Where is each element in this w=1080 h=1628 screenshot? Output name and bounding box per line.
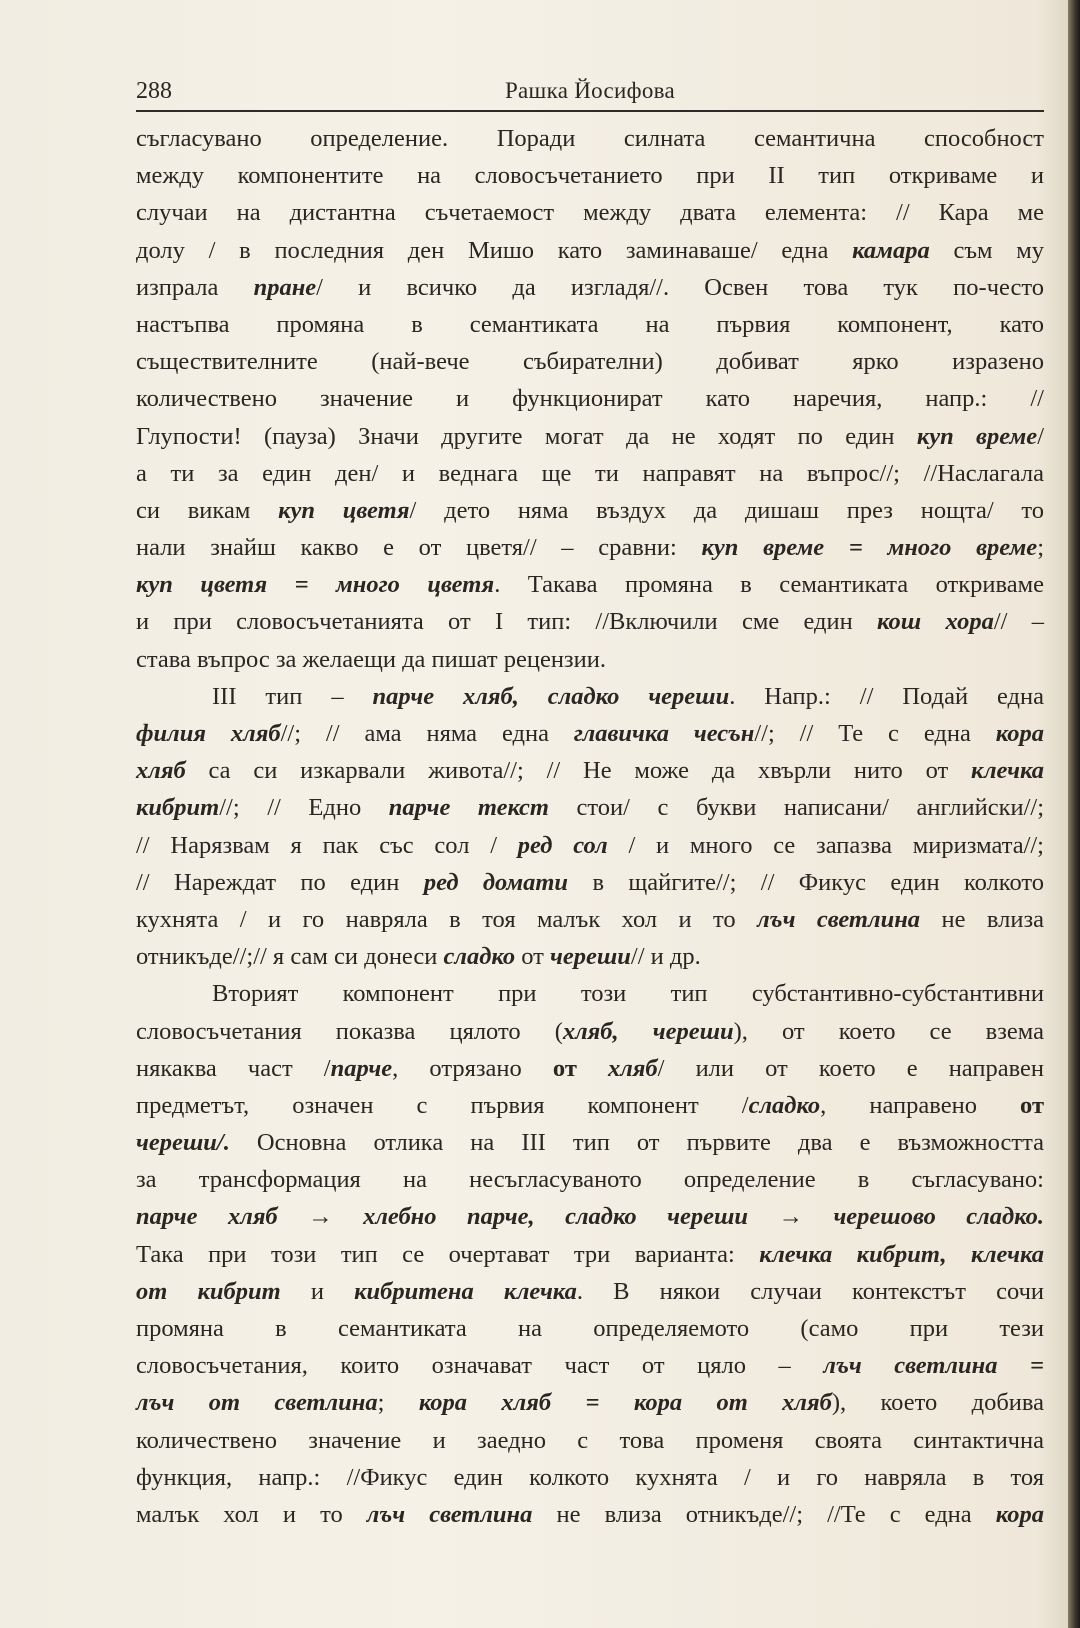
text-line	[136, 752, 1044, 789]
text-line	[136, 1384, 1044, 1421]
italic-phrase: клечка кибрит, клечка	[759, 1240, 1044, 1268]
text-run: не влиза отникъде//; //Те с една	[532, 1500, 996, 1528]
text-run: Вторият компонент при този тип субстантивно-субстантивни	[212, 980, 1044, 1008]
text-run: ), от което се взема	[733, 1017, 1044, 1045]
text-line	[136, 1310, 1044, 1347]
italic-phrase: ред сол	[517, 831, 608, 859]
text-run: III тип –	[212, 682, 373, 710]
text-line	[136, 120, 1044, 157]
italic-phrase: лъч от светлина	[136, 1389, 378, 1417]
text-line	[136, 1422, 1044, 1459]
text-line	[136, 566, 1044, 603]
text-line	[136, 938, 1044, 975]
text-run: . В някои случаи контекстът сочи	[576, 1277, 1044, 1305]
text-run: ;	[377, 1389, 419, 1417]
text-run: съгласувано определение. Поради силната семантична способност	[136, 125, 1044, 152]
text-line	[136, 492, 1044, 529]
text-line	[136, 1459, 1044, 1496]
text-run: предметът, означен с първия компонент /	[136, 1091, 749, 1119]
text-run: изпрала	[136, 273, 254, 301]
text-run: и при словосъчетанията от I тип: //Включили сме един	[136, 608, 878, 636]
italic-phrase: парче хляб → хлебно парче, сладко череши → черешово сладко.	[136, 1203, 1044, 1231]
italic-phrase: главичка чесън	[573, 720, 755, 747]
text-run: промяна в семантиката на определяемото (само при тези	[136, 1315, 1044, 1342]
text-run: малък хол и то	[136, 1500, 367, 1528]
text-run: // Нареждат по един	[136, 868, 424, 896]
text-line	[136, 306, 1044, 343]
italic-phrase: хляб	[136, 757, 186, 785]
italic-phrase: череши/.	[136, 1129, 230, 1157]
italic-phrase: сладко	[748, 1091, 821, 1119]
text-line	[136, 975, 1044, 1012]
italic-phrase: хляб	[607, 1054, 658, 1082]
italic-phrase: камара	[852, 236, 930, 264]
page-header	[136, 78, 1044, 112]
text-line	[136, 380, 1044, 417]
text-run: съществителните (най-вече събирателни) добиват ярко изразено	[136, 348, 1044, 376]
bold-word: от	[1020, 1091, 1044, 1119]
text-run: Основна отлика на III тип от първите два е възможността	[229, 1129, 1044, 1157]
text-run: //; // ама няма една	[280, 720, 574, 747]
text-line	[136, 232, 1044, 269]
italic-phrase: филия хляб	[136, 720, 281, 747]
bold-word: от	[552, 1054, 577, 1082]
text-run: Така при този тип се очертават три варианта:	[136, 1240, 760, 1268]
text-run: , отрязано	[392, 1054, 553, 1082]
text-line	[136, 1236, 1044, 1273]
text-line	[136, 1161, 1044, 1198]
text-line	[136, 269, 1044, 306]
text-run: / и всичко да изгладя//. Освен това тук по-често	[316, 273, 1045, 301]
italic-phrase: кора	[995, 1500, 1044, 1528]
text-line	[136, 1198, 1044, 1235]
text-run: , направено	[820, 1091, 1021, 1119]
text-run: между компонентите на словосъчетанието при II тип откриваме и	[136, 162, 1044, 190]
text-run: не влиза	[920, 905, 1044, 933]
text-run: // и др.	[630, 943, 701, 971]
text-line	[136, 827, 1044, 864]
italic-phrase: кора	[995, 720, 1044, 747]
text-run: някаква част /	[136, 1054, 331, 1082]
text-run: настъпва промяна в семантиката на първия компонент, като	[136, 310, 1044, 338]
text-run: става въпрос за желаещи да пишат рецензии.	[136, 645, 606, 673]
text-run	[577, 1055, 608, 1082]
text-run: //; // Те с една	[754, 720, 996, 747]
text-line	[136, 901, 1044, 938]
text-run: ;	[1037, 534, 1044, 562]
text-line	[136, 194, 1044, 231]
text-run: . Такава промяна в семантиката откриваме	[494, 571, 1044, 599]
text-run: //; // Едно	[219, 794, 389, 822]
text-line	[136, 864, 1044, 901]
italic-phrase: куп цветя	[278, 496, 410, 524]
text-run: / дето няма въздух да дишаш през нощта/ то	[409, 496, 1045, 524]
italic-phrase: кора хляб = кора от хляб	[418, 1389, 832, 1417]
text-run: словосъчетания, които означават част от цяло –	[136, 1352, 824, 1380]
text-line	[136, 1013, 1044, 1050]
italic-phrase: ред домати	[423, 868, 569, 896]
text-run: за трансформация на несъгласуваното определение в съгласувано:	[136, 1166, 1044, 1194]
text-run: нали знайш какво е от цветя// – сравни:	[136, 534, 702, 562]
running-head: Рашка Йосифова	[504, 78, 676, 103]
page-number: 288	[136, 78, 172, 104]
text-line	[136, 1273, 1044, 1310]
text-run: функция, напр.: //Фикус един колкото кухнята / и го навряла в тоя	[136, 1463, 1044, 1491]
text-run: / или от което е направен	[657, 1054, 1044, 1082]
text-line	[136, 455, 1044, 492]
italic-phrase: куп време = много време	[701, 534, 1038, 562]
text-run: в щайгите//; // Фикус един колкото	[568, 868, 1045, 896]
text-run: / и много се запазва миризмата//;	[607, 831, 1044, 859]
italic-phrase: парче текст	[388, 794, 549, 822]
text-run: са си изкарвали живота//; // Не може да хвърли нито от	[185, 757, 972, 785]
italic-phrase: хляб, череши	[562, 1017, 734, 1045]
text-line	[136, 529, 1044, 566]
italic-phrase: пране	[253, 273, 317, 301]
text-line	[136, 343, 1044, 380]
italic-phrase: парче	[330, 1054, 393, 1082]
italic-phrase: кибрит	[136, 794, 220, 822]
italic-phrase: клечка	[971, 757, 1044, 785]
text-line	[136, 678, 1044, 715]
text-run: съм му	[929, 236, 1044, 264]
text-line	[136, 641, 1044, 678]
italic-phrase: сладко	[443, 943, 516, 971]
italic-phrase: куп време	[916, 422, 1038, 450]
italic-phrase: лъч светлина	[366, 1500, 533, 1528]
text-run: а ти за един ден/ и веднага ще ти направят на въпрос//; //Наслагала	[136, 459, 1044, 487]
text-line	[136, 1347, 1044, 1384]
italic-phrase: куп цветя = много цветя	[136, 571, 495, 599]
text-line	[136, 1496, 1044, 1533]
text-run: количествено значение и заедно с това променя своята синтактична	[136, 1426, 1044, 1454]
text-line	[136, 789, 1044, 826]
italic-phrase: лъч светлина =	[823, 1352, 1045, 1380]
text-run: случаи на дистантна съчетаемост между двата елемента: // Кара ме	[136, 199, 1044, 227]
text-line	[136, 1050, 1044, 1087]
page-edge-shadow	[1068, 0, 1080, 1628]
text-run: и	[280, 1277, 355, 1305]
body-text	[136, 120, 1044, 1533]
text-run: си викам	[136, 496, 279, 524]
text-line	[136, 1087, 1044, 1124]
text-line	[136, 157, 1044, 194]
text-run: кухнята / и го навряла в тоя малък хол и то	[136, 905, 758, 933]
italic-phrase: кош хора	[877, 608, 994, 636]
text-run: // –	[993, 608, 1044, 636]
text-run: от	[515, 943, 551, 971]
text-run: словосъчетания показва цялото (	[136, 1017, 563, 1045]
text-run: долу / в последния ден Мишо като заминаваше/ една	[136, 236, 853, 264]
text-line	[136, 418, 1044, 455]
text-line	[136, 715, 1044, 752]
italic-phrase: парче хляб, сладко череши	[372, 682, 730, 710]
text-line	[136, 1124, 1044, 1161]
text-line	[136, 603, 1044, 640]
text-run: // Нарязвам я пак със сол /	[136, 831, 518, 859]
text-run: /	[1037, 422, 1044, 450]
italic-phrase: череши	[550, 943, 631, 971]
text-run: количествено значение и функционират като наречия, напр.: //	[136, 385, 1044, 413]
text-run: . Напр.: // Подай една	[729, 682, 1045, 710]
italic-phrase: от кибрит	[136, 1277, 281, 1305]
text-run: ), което добива	[831, 1389, 1045, 1417]
text-run: отникъде//;// я сам си донеси	[136, 943, 444, 971]
italic-phrase: кибритена клечка	[354, 1277, 577, 1305]
text-run: Глупости! (пауза) Значи другите могат да не ходят по един	[136, 422, 917, 450]
text-run: стои/ с букви написани/ английски//;	[548, 794, 1045, 822]
italic-phrase: лъч светлина	[757, 905, 921, 933]
